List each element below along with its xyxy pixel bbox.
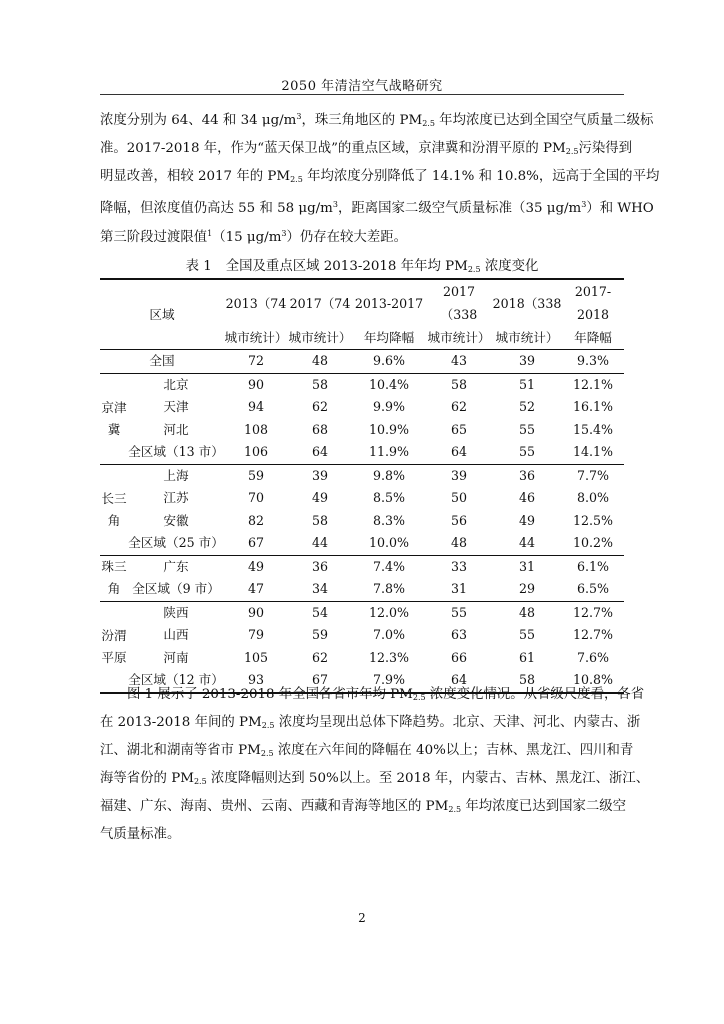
paragraph-line: 浓度分别为 64、44 和 34 $\mu g/m^3$，珠三角地区的 $PM_{2.5}$ 年均浓度已达到全国空气质量二级标 xyxy=(100,112,654,128)
table-cell: 12.0% xyxy=(368,604,409,620)
table-cell: 59 xyxy=(247,467,265,483)
table-caption: 表 1 全国及重点区域 2013-2018 年年均 $PM_{2.5}$ 浓度变化 xyxy=(185,259,539,274)
table-cell: 9.8% xyxy=(373,467,405,483)
table-cell: 7.0% xyxy=(373,627,405,642)
table-cell: 44 xyxy=(518,535,536,550)
paragraph-line: 海等省份的 $PM_{2.5}$ 浓度降幅则达到 50%以上。至 2018 年，内蒙古、吉林、黑龙江、浙江、 xyxy=(100,771,650,786)
table-row xyxy=(100,601,624,624)
table-cell: 55 xyxy=(518,421,536,437)
group-label-fwpy: 汾渭 平原 xyxy=(101,627,127,665)
table-row xyxy=(100,532,624,555)
header-cell: 年降幅 xyxy=(574,330,612,345)
table-cell: 106 xyxy=(243,444,269,459)
table-cell: 33 xyxy=(450,558,468,574)
table-cell: 93 xyxy=(247,672,265,687)
table-row xyxy=(100,578,624,601)
table-cell: 39 xyxy=(518,353,536,368)
table-cell: 51 xyxy=(518,376,536,392)
table-cell: 59 xyxy=(311,627,329,642)
table-cell: 68 xyxy=(311,421,329,437)
table-cell: 47 xyxy=(247,581,265,596)
running-header: 2050 年清洁空气战略研究 xyxy=(281,79,443,94)
table-cell: 64 xyxy=(450,444,468,459)
paragraph-2 xyxy=(100,682,650,847)
table-row xyxy=(100,510,624,533)
table-cell: 62 xyxy=(311,399,329,414)
table-row xyxy=(100,464,624,487)
table-cell: 50 xyxy=(450,490,468,505)
table-cell: 7.8% xyxy=(373,581,405,596)
row-label: 北京 xyxy=(163,376,189,392)
table-cell: 90 xyxy=(247,376,265,392)
table-cell: 79 xyxy=(247,627,265,642)
table-cell: 66 xyxy=(450,649,468,665)
row-label: 河南 xyxy=(163,649,189,665)
row-label: 全区域（9 市） xyxy=(132,581,220,596)
table-cell: 49 xyxy=(518,512,536,528)
table-cell: 31 xyxy=(518,558,536,574)
paragraph-line: 图 1 展示了 2013-2018 年全国各省市年均 $PM_{2.5}$ 浓度变化情况。从省级尺度看，各省 xyxy=(127,687,645,702)
table-row-national xyxy=(100,350,624,374)
header-cell: 城市统计） xyxy=(224,330,288,345)
row-label: 全区域（25 市） xyxy=(128,535,224,550)
pm25-table xyxy=(100,278,624,694)
table-row xyxy=(100,373,624,396)
table-cell: 12.7% xyxy=(572,627,613,642)
table-cell: 10.8% xyxy=(572,672,613,687)
table-header-row xyxy=(100,279,624,326)
table-cell: 6.1% xyxy=(577,558,609,574)
row-label: 安徽 xyxy=(163,512,189,528)
table-cell: 34 xyxy=(311,581,329,596)
row-label: 河北 xyxy=(163,421,189,437)
table-cell: 55 xyxy=(450,604,468,620)
table-cell: 94 xyxy=(247,399,265,414)
paragraph-line: 气质量标准。 xyxy=(100,827,181,842)
table-cell: 48 xyxy=(518,604,536,620)
table-cell: 9.6% xyxy=(373,353,405,368)
row-label: 广东 xyxy=(163,558,189,574)
paragraph-line: 降幅，但浓度值仍高达 55 和 58 $\mu g/m^3$，距离国家二级空气质量标准（35 $\mu g/m^3$）和 WHO xyxy=(100,200,654,216)
table-cell: 58 xyxy=(311,512,329,528)
table-cell: 55 xyxy=(518,627,536,642)
group-label-jjj: 京津 冀 xyxy=(101,399,127,437)
header-cell: 年均降幅 xyxy=(363,330,415,345)
table-row xyxy=(100,624,624,647)
header-cell: 城市统计） xyxy=(288,330,352,345)
table-cell: 8.0% xyxy=(577,490,609,505)
table-cell: 12.3% xyxy=(368,649,409,665)
header-cell: 2018（338 xyxy=(492,295,562,311)
header-cell: 2017（338 xyxy=(440,284,478,322)
table-cell: 49 xyxy=(247,558,265,574)
table-row xyxy=(100,441,624,464)
header-cell: 2017（74 xyxy=(289,295,351,311)
header-cell: 城市统计） xyxy=(495,330,559,345)
header-cell: 城市统计） xyxy=(427,330,491,345)
group-label-csj: 长三 角 xyxy=(101,490,127,528)
table-row xyxy=(100,555,624,578)
table-cell: 10.0% xyxy=(368,535,409,550)
paragraph-line: 明显改善，相较 2017 年的 $PM_{2.5}$ 年均浓度分别降低了 14.1% 和 10.8%，远高于全国的平均 xyxy=(100,169,660,184)
table-cell: 15.4% xyxy=(572,421,613,437)
row-label: 全区域（12 市） xyxy=(128,672,224,687)
page-number: 2 xyxy=(358,911,366,925)
table-cell: 36 xyxy=(311,558,329,574)
table-cell: 61 xyxy=(518,649,536,665)
table-cell: 72 xyxy=(247,353,265,368)
table-cell: 29 xyxy=(518,581,536,596)
table-cell: 9.9% xyxy=(373,399,405,414)
header-rule xyxy=(100,94,624,95)
header-region: 区域 xyxy=(149,307,175,322)
table-cell: 56 xyxy=(450,512,468,528)
table-cell: 43 xyxy=(450,353,468,368)
table-row xyxy=(100,396,624,419)
paragraph-line: 江、湖北和湖南等省市 $PM_{2.5}$ 浓度在六年间的降幅在 40%以上；吉林、黑龙江、四川和青 xyxy=(100,743,634,758)
table-cell: 105 xyxy=(243,649,269,665)
table-cell: 58 xyxy=(518,672,536,687)
table-cell: 58 xyxy=(450,376,468,392)
paragraph-line: 第三阶段过渡限值$^1$（15 $\mu g/m^3$）仍存在较大差距。 xyxy=(100,229,407,245)
table-cell: 39 xyxy=(450,467,468,483)
table-cell: 14.1% xyxy=(572,444,613,459)
table-cell: 58 xyxy=(311,376,329,392)
table-cell: 7.9% xyxy=(373,672,405,687)
table-row xyxy=(100,419,624,442)
row-label: 山西 xyxy=(163,627,189,642)
table-cell: 6.5% xyxy=(577,581,609,596)
table-cell: 39 xyxy=(311,467,329,483)
table-cell: 82 xyxy=(247,512,265,528)
table-cell: 70 xyxy=(247,490,265,505)
table-cell: 64 xyxy=(450,672,468,687)
table-cell: 62 xyxy=(450,399,468,414)
table-cell: 11.9% xyxy=(368,444,409,459)
table-cell: 12.7% xyxy=(572,604,613,620)
table-cell: 7.6% xyxy=(577,649,609,665)
row-label: 全国 xyxy=(149,353,175,368)
table-cell: 54 xyxy=(311,604,329,620)
row-label: 全区域（13 市） xyxy=(128,444,224,459)
table-cell: 90 xyxy=(247,604,265,620)
table-cell: 10.2% xyxy=(572,535,613,550)
header-cell: 2013-2017 xyxy=(354,295,424,311)
table-cell: 10.9% xyxy=(368,421,409,437)
table-cell: 48 xyxy=(450,535,468,550)
table-cell: 8.3% xyxy=(373,512,405,528)
table-cell: 44 xyxy=(311,535,329,550)
table-cell: 46 xyxy=(518,490,536,505)
table-cell: 108 xyxy=(243,421,269,437)
table-cell: 55 xyxy=(518,444,536,459)
table-cell: 9.3% xyxy=(577,353,609,368)
table-cell: 7.7% xyxy=(577,467,609,483)
table-cell: 64 xyxy=(311,444,329,459)
table-cell: 49 xyxy=(311,490,329,505)
table-cell: 48 xyxy=(311,353,329,368)
row-label: 陕西 xyxy=(163,604,189,620)
table-cell: 7.4% xyxy=(373,558,405,574)
group-label-zsj: 珠三 角 xyxy=(101,559,127,596)
table-cell: 63 xyxy=(450,627,468,642)
paragraph-1 xyxy=(100,104,660,250)
row-label: 上海 xyxy=(163,467,189,483)
table-cell: 10.4% xyxy=(368,376,409,392)
table-cell: 62 xyxy=(311,649,329,665)
table-cell: 16.1% xyxy=(572,399,613,414)
table-cell: 36 xyxy=(518,467,536,483)
header-cell: 2017-2018 xyxy=(574,284,612,322)
table-cell: 12.1% xyxy=(572,376,613,392)
paragraph-line: 福建、广东、海南、贵州、云南、西藏和青海等地区的 $PM_{2.5}$ 年均浓度已达到国家二级空 xyxy=(100,799,627,814)
table-row xyxy=(100,647,624,670)
table-row xyxy=(100,487,624,510)
row-label: 天津 xyxy=(163,399,189,414)
table-cell: 8.5% xyxy=(373,490,405,505)
row-label: 江苏 xyxy=(163,490,189,505)
table-cell: 12.5% xyxy=(572,512,613,528)
table-cell: 67 xyxy=(311,672,329,687)
table-cell: 67 xyxy=(247,535,265,550)
table-cell: 65 xyxy=(450,421,468,437)
table-cell: 31 xyxy=(450,581,468,596)
paragraph-line: 准。2017-2018 年，作为“蓝天保卫战”的重点区域，京津冀和汾渭平原的 $PM_{2.5}$污染得到 xyxy=(100,141,633,156)
paragraph-line: 在 2013-2018 年间的 $PM_{2.5}$ 浓度均呈现出总体下降趋势。北京、天津、河北、内蒙古、浙 xyxy=(100,715,641,730)
table-cell: 52 xyxy=(518,399,536,414)
header-cell: 2013（74 xyxy=(225,295,287,311)
